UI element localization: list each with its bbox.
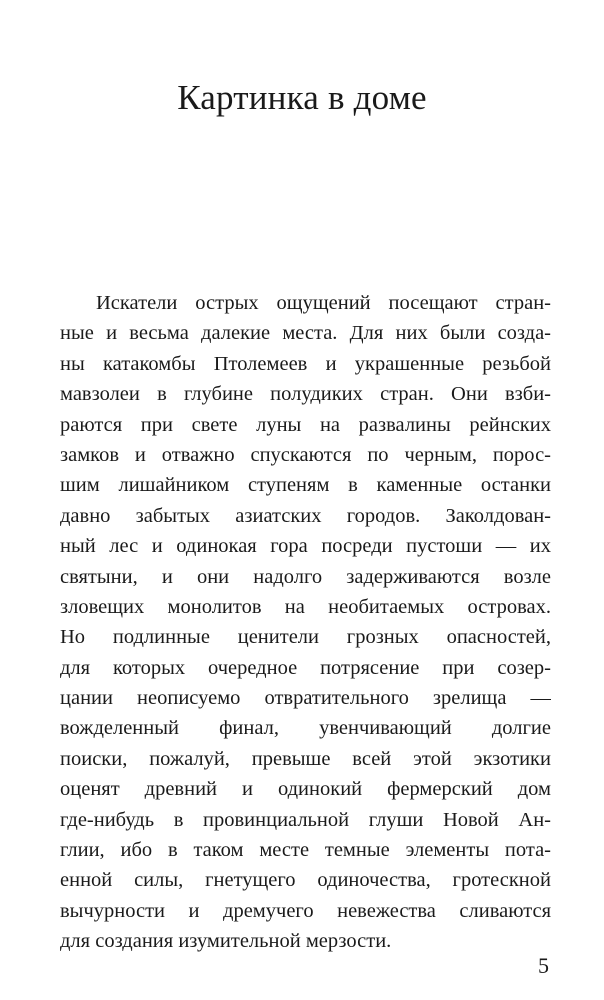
text-line: цании неописуемо отвратительного зрелища —: [60, 687, 551, 710]
text-line: ный лес и одинокая гора посреди пустоши — их: [60, 535, 551, 558]
text-line: енной силы, гнетущего одиночества, гротескной: [60, 869, 551, 892]
text-line: зловещих монолитов на необитаемых островах.: [60, 595, 551, 618]
text-line: Искатели острых ощущений посещают стран-: [96, 292, 551, 314]
text-line: оценят древний и одинокий фермерский дом: [60, 778, 551, 801]
text-line: для которых очередное потрясение при созер-: [60, 656, 551, 679]
text-line: ны катакомбы Птолемеев и украшенные резьбой: [60, 352, 551, 375]
text-line: замков и отважно спускаются по черным, порос-: [60, 443, 551, 466]
text-line: вычурности и дремучего невежества сливаются: [60, 899, 551, 922]
text-line: шим лишайником ступеням в каменные останки: [60, 474, 551, 497]
chapter-title: Картинка в доме: [177, 78, 427, 117]
text-line: раются при свете луны на развалины рейнских: [60, 413, 551, 436]
text-line: святыни, и они надолго задерживаются возле: [60, 565, 551, 588]
text-line: для создания изумительной мерзости.: [60, 930, 392, 953]
text-line: давно забытых азиатских городов. Заколдован-: [60, 504, 551, 527]
text-line: мавзолеи в глубине полудиких стран. Они взби-: [60, 383, 551, 406]
text-line: где-нибудь в провинциальной глуши Новой Ан-: [60, 808, 551, 831]
text-line: ные и весьма далекие места. Для них были созда-: [60, 322, 551, 345]
text-line: вожделенный финал, увенчивающий долгие: [60, 717, 551, 740]
text-line: глии, ибо в таком месте темные элементы пота-: [60, 839, 551, 862]
page-number: 5: [538, 953, 549, 978]
text-line: Но подлинные ценители грозных опасностей,: [60, 626, 551, 649]
text-line: поиски, пожалуй, превыше всей этой экзотики: [60, 747, 551, 770]
paragraph: [60, 288, 551, 957]
